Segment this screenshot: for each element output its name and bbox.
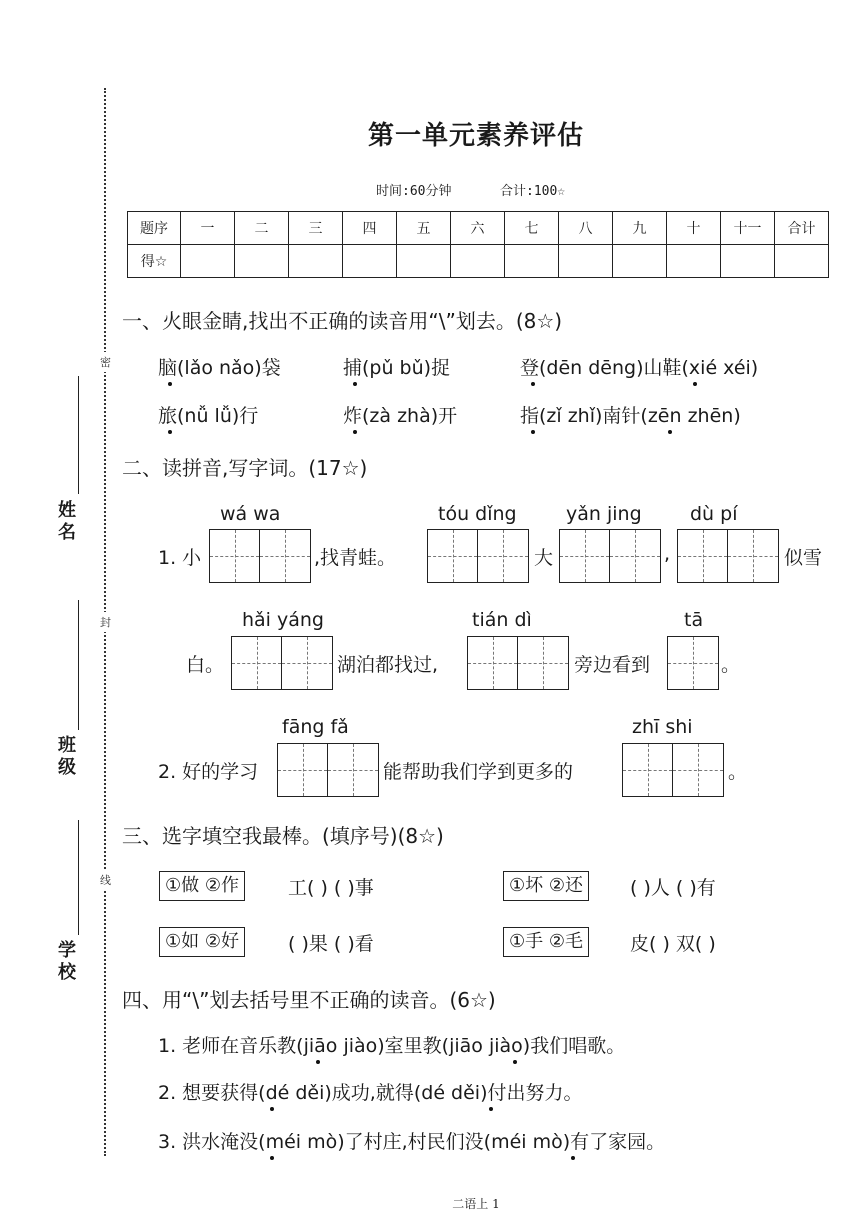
emphasis-dot [316, 1060, 320, 1064]
q1-text-5: 白。 [186, 654, 225, 676]
class-label: 班级 [58, 735, 76, 778]
seal-char-3: 线 [100, 870, 111, 890]
choice-box-zuo: ①做 ②作 [159, 871, 245, 901]
emphasis-dot [168, 430, 172, 434]
emphasis-dot [270, 1107, 274, 1111]
section3-heading: 三、选字填空我最棒。(填序号)(8☆) [122, 824, 444, 848]
total-score: 合计:100☆ [500, 184, 566, 199]
score-cell[interactable] [235, 245, 289, 278]
section4-heading: 四、用“\”划去括号里不正确的读音。(6☆) [122, 988, 496, 1012]
tianzige-fangfa[interactable] [277, 743, 379, 797]
time-limit: 时间:60分钟 [376, 184, 452, 199]
score-table-header-row [128, 212, 829, 245]
pinyin-dupi: dù pí [690, 503, 738, 525]
tianzige-wawa[interactable] [209, 529, 311, 583]
pinyin-ta: tā [684, 609, 704, 631]
score-cell[interactable] [451, 245, 505, 278]
tianzige-haiyang[interactable] [231, 636, 333, 690]
s1-item-zhakai: 炸(zà zhà)开 [343, 405, 458, 427]
q2-text-2: 。 [728, 761, 748, 783]
score-cell[interactable] [343, 245, 397, 278]
emphasis-dot [693, 382, 697, 386]
score-row2-head: 得☆ [128, 245, 181, 278]
emphasis-dot [571, 1156, 575, 1160]
tianzige-tiandi[interactable] [467, 636, 569, 690]
s1-item-lvxing: 旅(nǚ lǚ)行 [158, 405, 259, 427]
emphasis-dot [353, 382, 357, 386]
q1-prefix: 1. 小 [158, 547, 202, 569]
pinyin-yanjing: yǎn jing [566, 503, 642, 525]
s1-item-naodai: 脑(lǎo nǎo)袋 [158, 357, 281, 379]
seal-char-1: 密 [100, 352, 111, 372]
emphasis-dot [513, 1060, 517, 1064]
score-col-7: 七 [505, 212, 559, 245]
score-cell[interactable] [775, 245, 829, 278]
score-row1-head: 题序 [128, 212, 181, 245]
score-col-10: 十 [667, 212, 721, 245]
tianzige-ta[interactable] [667, 636, 719, 690]
s1-item-zhinanzhen: 指(zǐ zhǐ)南针(zēn zhēn) [520, 405, 741, 427]
score-cell[interactable] [613, 245, 667, 278]
score-col-6: 六 [451, 212, 505, 245]
pinyin-touding: tóu dǐng [438, 503, 517, 525]
q1-text-3: , [664, 543, 671, 565]
q1-text-1: ,找青蛙。 [314, 547, 397, 569]
page-footer: 二语上 1 [452, 1197, 500, 1211]
tianzige-zhishi[interactable] [622, 743, 724, 797]
score-cell[interactable] [721, 245, 775, 278]
s3-text-3: ( )果 ( )看 [288, 933, 374, 955]
school-blank[interactable] [78, 820, 79, 935]
s4-item-1: 1. 老师在音乐教(jiāo jiào)室里教(jiāo jiào)我们唱歌。 [158, 1035, 626, 1057]
emphasis-dot [489, 1107, 493, 1111]
q2-text-1: 能帮助我们学到更多的 [383, 761, 574, 783]
emphasis-dot [668, 430, 672, 434]
emphasis-dot [270, 1156, 274, 1160]
q1-text-6: 湖泊都找过, [337, 654, 439, 676]
score-col-9: 九 [613, 212, 667, 245]
s3-text-1: 工( ) ( )事 [288, 877, 374, 899]
score-cell[interactable] [397, 245, 451, 278]
tianzige-yanjing[interactable] [559, 529, 661, 583]
pinyin-wawa: wá wa [220, 503, 281, 525]
s3-text-4: 皮( ) 双( ) [630, 933, 716, 955]
score-cell[interactable] [505, 245, 559, 278]
score-col-4: 四 [343, 212, 397, 245]
tianzige-dupi[interactable] [677, 529, 779, 583]
emphasis-dot [353, 430, 357, 434]
s3-text-2: ( )人 ( )有 [630, 877, 716, 899]
section1-heading: 一、火眼金睛,找出不正确的读音用“\”划去。(8☆) [122, 309, 563, 333]
s1-item-buzhuo: 捕(pǔ bǔ)捉 [343, 357, 451, 379]
score-col-3: 三 [289, 212, 343, 245]
q1-text-2: 大 [534, 547, 554, 569]
score-cell[interactable] [559, 245, 613, 278]
choice-box-shou: ①手 ②毛 [503, 927, 589, 957]
score-cell[interactable] [181, 245, 235, 278]
score-col-11: 十一 [721, 212, 775, 245]
pinyin-fangfa: fāng fǎ [282, 716, 349, 738]
s4-item-2: 2. 想要获得(dé děi)成功,就得(dé děi)付出努力。 [158, 1082, 583, 1104]
pinyin-haiyang: hǎi yáng [242, 609, 324, 631]
name-blank[interactable] [78, 376, 79, 494]
score-col-1: 一 [181, 212, 235, 245]
choice-box-huai: ①坏 ②还 [503, 871, 589, 901]
name-label: 姓名 [58, 500, 76, 543]
q1-text-4: 似雪 [784, 547, 823, 569]
score-col-5: 五 [397, 212, 451, 245]
q1-text-7: 旁边看到 [574, 654, 651, 676]
pinyin-zhishi: zhī shi [632, 716, 693, 738]
emphasis-dot [531, 382, 535, 386]
emphasis-dot [531, 430, 535, 434]
section2-heading: 二、读拼音,写字词。(17☆) [122, 456, 368, 480]
score-table-score-row [128, 245, 829, 278]
s4-item-3: 3. 洪水淹没(méi mò)了村庄,村民们没(méi mò)有了家园。 [158, 1131, 666, 1153]
seal-char-2: 封 [100, 612, 111, 632]
page-title: 第一单元素养评估 [367, 121, 584, 151]
class-blank[interactable] [78, 600, 79, 730]
score-cell[interactable] [667, 245, 721, 278]
s1-item-dengshanxie: 登(dēn dēng)山鞋(xié xéi) [520, 357, 759, 379]
score-table [127, 211, 829, 278]
pinyin-tiandi: tián dì [472, 609, 532, 631]
score-col-total: 合计 [775, 212, 829, 245]
q1-text-8: 。 [721, 654, 741, 676]
choice-box-ru: ①如 ②好 [159, 927, 245, 957]
q2-prefix: 2. 好的学习 [158, 761, 259, 783]
score-col-8: 八 [559, 212, 613, 245]
school-label: 学校 [58, 940, 76, 983]
score-cell[interactable] [289, 245, 343, 278]
tianzige-touding[interactable] [427, 529, 529, 583]
emphasis-dot [168, 382, 172, 386]
score-col-2: 二 [235, 212, 289, 245]
